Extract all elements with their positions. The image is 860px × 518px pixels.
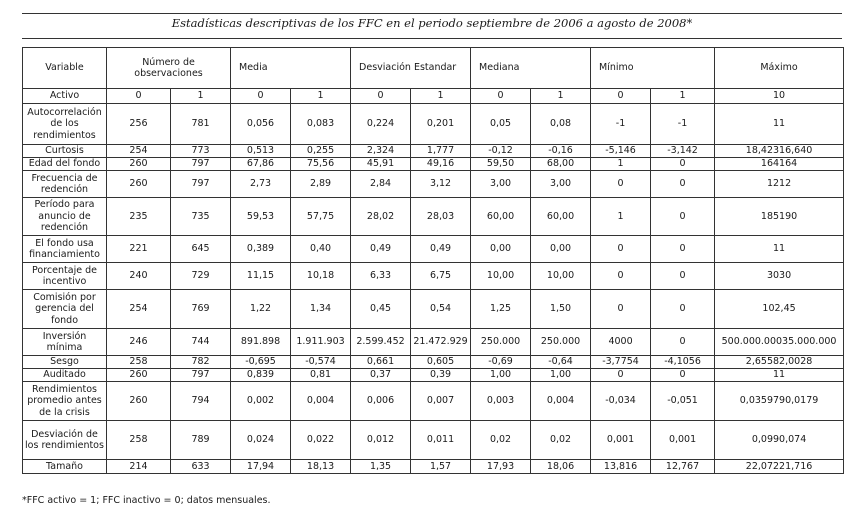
value-cell: 794 xyxy=(171,382,231,421)
value-cell: -0,16 xyxy=(531,145,591,158)
value-cell: 729 xyxy=(171,263,231,290)
table-row xyxy=(23,329,844,356)
value-cell: -0,034 xyxy=(591,382,651,421)
statistics-table xyxy=(22,47,844,474)
row-label-cell: Porcentaje de incentivo xyxy=(23,263,107,290)
value-cell: 735 xyxy=(171,198,231,236)
value-cell: 1,00 xyxy=(531,369,591,382)
value-cell: 256 xyxy=(107,104,171,145)
value-cell: 0,0990,074 xyxy=(715,421,844,460)
value-cell: 258 xyxy=(107,356,171,369)
value-cell: 0 xyxy=(651,369,715,382)
value-cell: 11,15 xyxy=(231,263,291,290)
value-cell: -0,051 xyxy=(651,382,715,421)
row-label-cell: Desviación de los rendimientos xyxy=(23,421,107,460)
value-cell: 633 xyxy=(171,460,231,474)
value-cell: 1 xyxy=(651,89,715,104)
value-cell: 2,65582,0028 xyxy=(715,356,844,369)
value-cell: 10,18 xyxy=(291,263,351,290)
value-cell: 0 xyxy=(651,158,715,171)
table-row xyxy=(23,236,844,263)
value-cell: 11 xyxy=(715,104,844,145)
row-label-cell: Tamaño xyxy=(23,460,107,474)
value-cell: 260 xyxy=(107,369,171,382)
value-cell: 0 xyxy=(471,89,531,104)
value-cell: 60,00 xyxy=(471,198,531,236)
value-cell: 0,39 xyxy=(411,369,471,382)
value-cell: 250.000 xyxy=(531,329,591,356)
value-cell: 6,75 xyxy=(411,263,471,290)
value-cell: 235 xyxy=(107,198,171,236)
value-cell: 240 xyxy=(107,263,171,290)
value-cell: 2,84 xyxy=(351,171,411,198)
value-cell: 49,16 xyxy=(411,158,471,171)
row-label-cell: Rendimientos promedio antes de la crisis xyxy=(23,382,107,421)
value-cell: 645 xyxy=(171,236,231,263)
value-cell: 260 xyxy=(107,158,171,171)
value-cell: 17,94 xyxy=(231,460,291,474)
value-cell: 102,45 xyxy=(715,290,844,329)
header-std-dev: Desviación Estandar xyxy=(351,48,471,89)
value-cell: 0,201 xyxy=(411,104,471,145)
value-cell: 789 xyxy=(171,421,231,460)
value-cell: 246 xyxy=(107,329,171,356)
row-label-cell: Curtosis xyxy=(23,145,107,158)
value-cell: 68,00 xyxy=(531,158,591,171)
value-cell: 185190 xyxy=(715,198,844,236)
value-cell: 0,05 xyxy=(471,104,531,145)
value-cell: 0,37 xyxy=(351,369,411,382)
value-cell: 2,73 xyxy=(231,171,291,198)
value-cell: 22,07221,716 xyxy=(715,460,844,474)
value-cell: 3,00 xyxy=(531,171,591,198)
value-cell: -0,64 xyxy=(531,356,591,369)
title-rule xyxy=(22,38,842,39)
value-cell: 3,12 xyxy=(411,171,471,198)
value-cell: -1 xyxy=(651,104,715,145)
value-cell: 260 xyxy=(107,171,171,198)
value-cell: 0,012 xyxy=(351,421,411,460)
subheader-row xyxy=(23,89,844,104)
value-cell: 0,004 xyxy=(531,382,591,421)
value-cell: 0,513 xyxy=(231,145,291,158)
row-label-cell: Edad del fondo xyxy=(23,158,107,171)
table-row xyxy=(23,263,844,290)
value-cell: 0,056 xyxy=(231,104,291,145)
value-cell: 1 xyxy=(171,89,231,104)
value-cell: 500.000.00035.000.000 xyxy=(715,329,844,356)
value-cell: 0 xyxy=(651,263,715,290)
value-cell: 0 xyxy=(107,89,171,104)
value-cell: 0 xyxy=(591,236,651,263)
value-cell: -0,574 xyxy=(291,356,351,369)
table-row xyxy=(23,421,844,460)
value-cell: 28,02 xyxy=(351,198,411,236)
value-cell: 1,00 xyxy=(471,369,531,382)
value-cell: 254 xyxy=(107,290,171,329)
value-cell: 0,40 xyxy=(291,236,351,263)
value-cell: 1 xyxy=(291,89,351,104)
value-cell: 0 xyxy=(591,263,651,290)
value-cell: 782 xyxy=(171,356,231,369)
value-cell: 0 xyxy=(351,89,411,104)
value-cell: 0,54 xyxy=(411,290,471,329)
row-label-cell: Activo xyxy=(23,89,107,104)
value-cell: 0,81 xyxy=(291,369,351,382)
value-cell: 17,93 xyxy=(471,460,531,474)
value-cell: 1,57 xyxy=(411,460,471,474)
value-cell: 1,25 xyxy=(471,290,531,329)
header-observations: Número de observaciones xyxy=(107,48,231,89)
value-cell: 164164 xyxy=(715,158,844,171)
value-cell: 0 xyxy=(591,89,651,104)
value-cell: 12,767 xyxy=(651,460,715,474)
value-cell: 3030 xyxy=(715,263,844,290)
value-cell: 0,003 xyxy=(471,382,531,421)
value-cell: 0 xyxy=(591,369,651,382)
value-cell: 797 xyxy=(171,369,231,382)
value-cell: 1,35 xyxy=(351,460,411,474)
value-cell: 21.472.929 xyxy=(411,329,471,356)
value-cell: 59,53 xyxy=(231,198,291,236)
value-cell: 0,661 xyxy=(351,356,411,369)
value-cell: 744 xyxy=(171,329,231,356)
value-cell: 11 xyxy=(715,369,844,382)
value-cell: 781 xyxy=(171,104,231,145)
value-cell: -3,7754 xyxy=(591,356,651,369)
value-cell: 1,34 xyxy=(291,290,351,329)
table-row xyxy=(23,369,844,382)
value-cell: 6,33 xyxy=(351,263,411,290)
value-cell: 0,006 xyxy=(351,382,411,421)
value-cell: 891.898 xyxy=(231,329,291,356)
value-cell: 797 xyxy=(171,171,231,198)
value-cell: 0 xyxy=(651,236,715,263)
value-cell: 0,011 xyxy=(411,421,471,460)
value-cell: 797 xyxy=(171,158,231,171)
value-cell: 0,001 xyxy=(651,421,715,460)
value-cell: 0,02 xyxy=(471,421,531,460)
value-cell: 214 xyxy=(107,460,171,474)
header-mean: Media xyxy=(231,48,351,89)
value-cell: 0,00 xyxy=(531,236,591,263)
value-cell: 258 xyxy=(107,421,171,460)
table-row xyxy=(23,460,844,474)
value-cell: 0,605 xyxy=(411,356,471,369)
value-cell: 0,45 xyxy=(351,290,411,329)
table-row xyxy=(23,290,844,329)
value-cell: -4,1056 xyxy=(651,356,715,369)
header-maximum: Máximo xyxy=(715,48,844,89)
value-cell: 1,22 xyxy=(231,290,291,329)
value-cell: -0,695 xyxy=(231,356,291,369)
row-label-cell: El fondo usa financiamiento xyxy=(23,236,107,263)
value-cell: 18,42316,640 xyxy=(715,145,844,158)
value-cell: 13,816 xyxy=(591,460,651,474)
value-cell: 3,00 xyxy=(471,171,531,198)
value-cell: 1,50 xyxy=(531,290,591,329)
value-cell: 0,389 xyxy=(231,236,291,263)
value-cell: 0 xyxy=(651,171,715,198)
header-minimum: Mínimo xyxy=(591,48,715,89)
value-cell: 0 xyxy=(231,89,291,104)
row-label-cell: Auditado xyxy=(23,369,107,382)
value-cell: 2,89 xyxy=(291,171,351,198)
table-row xyxy=(23,145,844,158)
value-cell: 28,03 xyxy=(411,198,471,236)
value-cell: 1212 xyxy=(715,171,844,198)
value-cell: 0 xyxy=(651,198,715,236)
row-label-cell: Autocorrelación de los rendimientos xyxy=(23,104,107,145)
value-cell: 1,777 xyxy=(411,145,471,158)
value-cell: 60,00 xyxy=(531,198,591,236)
header-row xyxy=(23,48,844,89)
value-cell: 0,024 xyxy=(231,421,291,460)
value-cell: 10,00 xyxy=(471,263,531,290)
value-cell: -0,12 xyxy=(471,145,531,158)
value-cell: 1 xyxy=(531,89,591,104)
value-cell: 1.911.903 xyxy=(291,329,351,356)
value-cell: -1 xyxy=(591,104,651,145)
value-cell: 0,02 xyxy=(531,421,591,460)
top-rule xyxy=(22,13,842,14)
table-row xyxy=(23,104,844,145)
value-cell: 57,75 xyxy=(291,198,351,236)
value-cell: 0,001 xyxy=(591,421,651,460)
table-title: Estadísticas descriptivas de los FFC en el periodo septiembre de 2006 a agosto de 2008* xyxy=(171,16,693,30)
value-cell: 0,002 xyxy=(231,382,291,421)
value-cell: 0,007 xyxy=(411,382,471,421)
value-cell: 10 xyxy=(715,89,844,104)
value-cell: 250.000 xyxy=(471,329,531,356)
value-cell: 18,13 xyxy=(291,460,351,474)
value-cell: 0,839 xyxy=(231,369,291,382)
value-cell: 2.599.452 xyxy=(351,329,411,356)
table-row xyxy=(23,382,844,421)
value-cell: -0,69 xyxy=(471,356,531,369)
row-label-cell: Comisión por gerencia del fondo xyxy=(23,290,107,329)
value-cell: 254 xyxy=(107,145,171,158)
row-label-cell: Frecuencia de redención xyxy=(23,171,107,198)
value-cell: 0,004 xyxy=(291,382,351,421)
value-cell: 75,56 xyxy=(291,158,351,171)
row-label-cell: Período para anuncio de redención xyxy=(23,198,107,236)
value-cell: 773 xyxy=(171,145,231,158)
value-cell: 45,91 xyxy=(351,158,411,171)
table-row xyxy=(23,171,844,198)
table-row xyxy=(23,198,844,236)
value-cell: -3,142 xyxy=(651,145,715,158)
table-row xyxy=(23,158,844,171)
value-cell: 0,083 xyxy=(291,104,351,145)
value-cell: 1 xyxy=(591,158,651,171)
value-cell: 2,324 xyxy=(351,145,411,158)
value-cell: 0,0359790,0179 xyxy=(715,382,844,421)
value-cell: 0,08 xyxy=(531,104,591,145)
header-variable: Variable xyxy=(23,48,107,89)
value-cell: 0,49 xyxy=(351,236,411,263)
value-cell: 221 xyxy=(107,236,171,263)
value-cell: 0,224 xyxy=(351,104,411,145)
value-cell: 0 xyxy=(651,329,715,356)
row-label-cell: Sesgo xyxy=(23,356,107,369)
header-median: Mediana xyxy=(471,48,591,89)
table-row xyxy=(23,356,844,369)
value-cell: 4000 xyxy=(591,329,651,356)
value-cell: 1 xyxy=(411,89,471,104)
value-cell: -5,146 xyxy=(591,145,651,158)
value-cell: 59,50 xyxy=(471,158,531,171)
value-cell: 18,06 xyxy=(531,460,591,474)
value-cell: 0,022 xyxy=(291,421,351,460)
value-cell: 0 xyxy=(651,290,715,329)
value-cell: 11 xyxy=(715,236,844,263)
value-cell: 67,86 xyxy=(231,158,291,171)
row-label-cell: Inversión mínima xyxy=(23,329,107,356)
value-cell: 0,00 xyxy=(471,236,531,263)
value-cell: 0,255 xyxy=(291,145,351,158)
value-cell: 0 xyxy=(591,171,651,198)
value-cell: 769 xyxy=(171,290,231,329)
value-cell: 1 xyxy=(591,198,651,236)
value-cell: 0,49 xyxy=(411,236,471,263)
value-cell: 260 xyxy=(107,382,171,421)
value-cell: 10,00 xyxy=(531,263,591,290)
footnote: *FFC activo = 1; FFC inactivo = 0; datos mensuales. xyxy=(22,495,271,506)
value-cell: 0 xyxy=(591,290,651,329)
